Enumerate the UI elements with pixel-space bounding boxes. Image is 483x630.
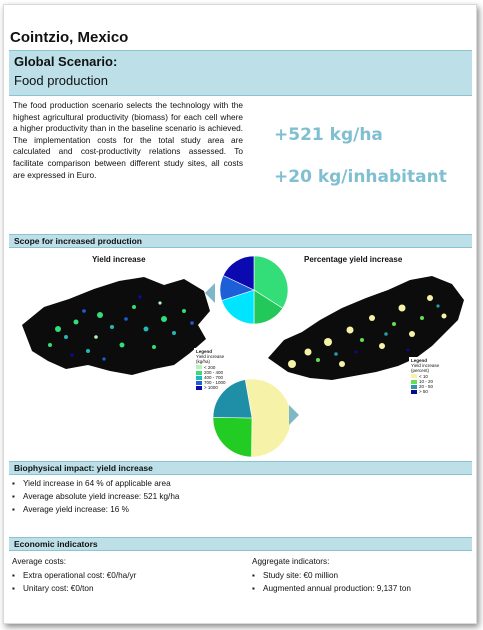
scenario-name: Food production <box>14 73 108 88</box>
pie-slice <box>213 417 252 457</box>
biophysical-list <box>10 478 450 516</box>
yield-per-inhabitant-highlight: +20 kg/inhabitant <box>274 167 447 187</box>
legend-label: < 10 <box>419 373 428 379</box>
biophysical-band <box>9 461 472 475</box>
scope-band <box>9 234 472 248</box>
left-map-title: Yield increase <box>92 255 146 264</box>
legend-label: 700 - 1000 <box>204 380 226 386</box>
factsheet <box>3 4 477 624</box>
right-map-title: Percentage yield increase <box>304 255 403 264</box>
legend-label: > 1000 <box>204 385 218 391</box>
legend-swatch <box>411 385 417 389</box>
economic-band-title: Economic indicators <box>14 539 98 549</box>
legend-swatch <box>411 374 417 378</box>
scope-band-title: Scope for increased production <box>14 236 142 246</box>
yield-increase-map <box>14 267 214 383</box>
list-item: ▪ Average absolute yield increase: 521 kg/ha <box>10 491 450 504</box>
list-item: ▪ Augmented annual production: 9,137 ton <box>250 583 472 596</box>
legend-label: < 200 <box>204 364 216 370</box>
list-item: ▪ Extra operational cost: €0/ha/yr <box>10 570 230 583</box>
legend-swatch <box>196 386 202 390</box>
right-legend-title: Legend <box>411 358 428 363</box>
legend-item <box>411 389 449 394</box>
legend-swatch <box>196 371 202 375</box>
legend-label: 400 - 700 <box>204 375 224 381</box>
average-costs-heading: Average costs: <box>12 557 67 566</box>
list-item: ▪ Study site: €0 million <box>250 570 472 583</box>
aggregate-indicators-list <box>250 570 472 596</box>
legend-label: 200 - 400 <box>204 369 224 375</box>
list-item: ▪ Yield increase in 64 % of applicable area <box>10 478 450 491</box>
left-legend-title: Legend <box>196 349 213 354</box>
average-costs-list <box>10 570 230 596</box>
legend-swatch <box>196 365 202 369</box>
legend-swatch <box>196 381 202 385</box>
percentage-class-pie-chart <box>212 378 292 458</box>
legend-swatch <box>411 380 417 384</box>
economic-band <box>9 537 472 551</box>
right-map-legend <box>409 357 451 395</box>
pie-slice <box>213 380 252 418</box>
legend-swatch <box>196 376 202 380</box>
yield-per-ha-highlight: +521 kg/ha <box>274 125 383 145</box>
scenario-description: The food production scenario selects the technology with the highest agricultural productivity (biomass) for each cell where a higher productivity than in the baseline scenario is achieved. The implementation costs for the total study area are calculated and cost-productivity relations assessed. To facilitate comparison between different study sites, all costs are expressed in Euro. <box>13 100 243 180</box>
left-legend-subtitle: Yield increase (kg/ha) <box>196 354 225 365</box>
legend-swatch <box>411 390 417 394</box>
legend-label: 10 - 20 <box>419 378 434 384</box>
site-title: Cointzio, Mexico <box>10 29 129 46</box>
pointer-left-arrow-icon <box>204 283 216 303</box>
list-item: ▪ Average yield increase: 16 % <box>10 504 450 517</box>
list-item: ▪ Unitary cost: €0/ton <box>10 583 230 596</box>
aggregate-indicators-heading: Aggregate indicators: <box>252 557 330 566</box>
pointer-right-arrow-icon <box>288 405 300 425</box>
scenario-label: Global Scenario: <box>14 54 118 69</box>
biophysical-band-title: Biophysical impact: yield increase <box>14 463 153 473</box>
legend-label: 20 - 50 <box>419 384 434 390</box>
right-legend-subtitle: Yield increase (percent) <box>411 363 440 374</box>
legend-label: > 50 <box>419 389 428 395</box>
scenario-header <box>9 50 472 96</box>
